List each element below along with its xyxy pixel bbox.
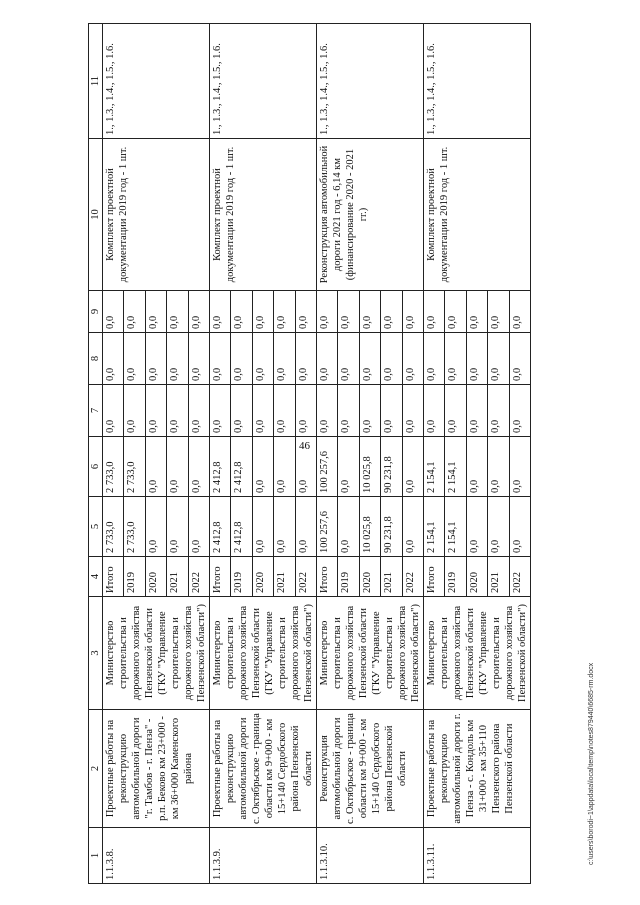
value-cell: 0,0 <box>252 291 273 333</box>
value-cell: 0,0 <box>338 385 359 437</box>
column-number-11: 11 <box>89 24 103 139</box>
item-executor: Министерство строительства и дорожного хозяйства Пензенской области (ГКУ "Управление строительства и дорожного хозяйства Пензенской области") <box>317 597 424 710</box>
year-label: 2021 <box>167 557 188 597</box>
value-cell: 100 257,6 <box>317 437 338 497</box>
value-cell: 0,0 <box>338 437 359 497</box>
item-indicators: 1., 1.3., 1.4., 1.5., 1.6. <box>103 24 210 139</box>
value-cell: 0,0 <box>466 385 487 437</box>
value-cell: 0,0 <box>488 437 509 497</box>
value-cell: 0,0 <box>167 437 188 497</box>
table-row <box>103 24 124 884</box>
value-cell: 0,0 <box>381 291 402 333</box>
value-cell: 0,0 <box>188 333 209 385</box>
value-cell: 0,0 <box>210 291 231 333</box>
value-cell: 0,0 <box>145 333 166 385</box>
value-cell: 0,0 <box>488 497 509 557</box>
year-label: 2020 <box>145 557 166 597</box>
value-cell: 0,0 <box>231 385 252 437</box>
value-cell: 0,0 <box>402 497 423 557</box>
table-body <box>89 24 531 884</box>
year-label: 2022 <box>295 557 316 597</box>
value-cell: 0,0 <box>445 333 466 385</box>
value-cell: 0,0 <box>188 497 209 557</box>
item-result: Комплект проектной документации 2019 год - 1 шт. <box>210 139 317 291</box>
value-cell: 2 733,0 <box>103 437 124 497</box>
value-cell: 0,0 <box>274 385 295 437</box>
value-cell: 0,0 <box>145 437 166 497</box>
value-cell: 0,0 <box>466 437 487 497</box>
value-cell: 90 231,8 <box>381 437 402 497</box>
value-cell: 0,0 <box>167 291 188 333</box>
table-row <box>424 24 445 884</box>
year-label: 2019 <box>338 557 359 597</box>
value-cell: 0,0 <box>338 497 359 557</box>
value-cell: 0,0 <box>359 385 380 437</box>
value-cell: 0,0 <box>402 385 423 437</box>
year-label: 2020 <box>466 557 487 597</box>
year-label: Итого <box>317 557 338 597</box>
column-number-7: 7 <box>89 385 103 437</box>
value-cell: 0,0 <box>317 291 338 333</box>
year-label: 2022 <box>509 557 530 597</box>
value-cell: 0,0 <box>295 385 316 437</box>
value-cell: 90 231,8 <box>381 497 402 557</box>
item-indicators: 1., 1.3., 1.4., 1.5., 1.6. <box>424 24 531 139</box>
item-name: Проектные работы на реконструкцию автомобильной дороги "г. Тамбов - г. Пенза" - р.п. Беково км 23+000 - км 36+000 Каменского района <box>103 710 210 828</box>
item-id: 1.1.3.9. <box>210 828 317 884</box>
value-cell: 0,0 <box>124 291 145 333</box>
value-cell: 0,0 <box>231 333 252 385</box>
year-label: 2019 <box>231 557 252 597</box>
value-cell: 0,0 <box>252 385 273 437</box>
value-cell: 0,0 <box>167 385 188 437</box>
value-cell: 0,0 <box>381 333 402 385</box>
value-cell: 0,0 <box>509 333 530 385</box>
value-cell: 0,0 <box>488 333 509 385</box>
value-cell: 0,0 <box>210 385 231 437</box>
value-cell: 0,0 <box>424 291 445 333</box>
year-label: 2020 <box>359 557 380 597</box>
item-result: Реконструкция автомобильной дороги 2021 год - 6,14 км (финансирование 2020 - 2021 гг.) <box>317 139 424 291</box>
value-cell: 0,0 <box>424 385 445 437</box>
item-result: Комплект проектной документации 2019 год - 1 шт. <box>424 139 531 291</box>
value-cell: 0,0 <box>167 497 188 557</box>
value-cell: 2 733,0 <box>103 497 124 557</box>
value-cell: 100 257,6 <box>317 497 338 557</box>
value-cell: 0,0 <box>252 333 273 385</box>
value-cell: 0,0 <box>338 333 359 385</box>
value-cell: 0,0 <box>381 385 402 437</box>
value-cell: 0,0 <box>424 333 445 385</box>
year-label: 2019 <box>124 557 145 597</box>
value-cell: 0,0 <box>317 385 338 437</box>
value-cell: 2 412,8 <box>210 497 231 557</box>
year-label: 2021 <box>274 557 295 597</box>
value-cell: 0,0 <box>295 437 316 497</box>
item-name: Проектные работы на реконструкцию автомобильной дороги с. Октябрьское - граница области км 9+000 - км 15+140 Сердобского района Пензенской области <box>210 710 317 828</box>
item-executor: Министерство строительства и дорожного хозяйства Пензенской области (ГКУ "Управление строительства и дорожного хозяйства Пензенской области") <box>210 597 317 710</box>
item-id: 1.1.3.11. <box>424 828 531 884</box>
value-cell: 0,0 <box>188 385 209 437</box>
table-row <box>210 24 231 884</box>
year-label: Итого <box>424 557 445 597</box>
value-cell: 10 025,8 <box>359 497 380 557</box>
item-name: Проектные работы на реконструкцию автомобильной дороги г. Пенза - с. Кондоль км 31+000 - км 35+110 Пензенского района Пензенской области <box>424 710 531 828</box>
value-cell: 0,0 <box>509 497 530 557</box>
item-id: 1.1.3.8. <box>103 828 210 884</box>
value-cell: 0,0 <box>274 497 295 557</box>
program-table <box>88 23 531 884</box>
item-executor: Министерство строительства и дорожного хозяйства Пензенской области (ГКУ "Управление строительства и дорожного хозяйства Пензенской области") <box>103 597 210 710</box>
value-cell: 0,0 <box>103 333 124 385</box>
value-cell: 0,0 <box>488 291 509 333</box>
value-cell: 10 025,8 <box>359 437 380 497</box>
year-label: Итого <box>210 557 231 597</box>
value-cell: 2 154,1 <box>445 437 466 497</box>
value-cell: 0,0 <box>509 291 530 333</box>
value-cell: 0,0 <box>188 291 209 333</box>
value-cell: 0,0 <box>124 385 145 437</box>
year-label: 2021 <box>381 557 402 597</box>
value-cell: 2 412,8 <box>210 437 231 497</box>
file-path-footer: c:\users\borodi~1\appdata\local\temp\notes879440\6685-rm.docx <box>588 662 595 865</box>
column-number-6: 6 <box>89 437 103 497</box>
value-cell: 0,0 <box>295 333 316 385</box>
column-number-5: 5 <box>89 497 103 557</box>
column-number-1: 1 <box>89 828 103 884</box>
value-cell: 0,0 <box>338 291 359 333</box>
year-label: 2020 <box>252 557 273 597</box>
value-cell: 0,0 <box>274 291 295 333</box>
value-cell: 2 733,0 <box>124 497 145 557</box>
column-number-9: 9 <box>89 291 103 333</box>
rotated-table-area <box>88 24 598 884</box>
value-cell: 2 154,1 <box>445 497 466 557</box>
item-id: 1.1.3.10. <box>317 828 424 884</box>
value-cell: 0,0 <box>210 333 231 385</box>
year-label: Итого <box>103 557 124 597</box>
value-cell: 0,0 <box>359 291 380 333</box>
value-cell: 0,0 <box>231 291 252 333</box>
value-cell: 0,0 <box>295 497 316 557</box>
table-row <box>317 24 338 884</box>
column-number-3: 3 <box>89 597 103 710</box>
value-cell: 0,0 <box>124 333 145 385</box>
value-cell: 0,0 <box>466 497 487 557</box>
value-cell: 0,0 <box>274 333 295 385</box>
column-number-8: 8 <box>89 333 103 385</box>
value-cell: 0,0 <box>402 291 423 333</box>
value-cell: 2 412,8 <box>231 437 252 497</box>
column-number-4: 4 <box>89 557 103 597</box>
column-number-2: 2 <box>89 710 103 828</box>
value-cell: 0,0 <box>466 333 487 385</box>
value-cell: 2 733,0 <box>124 437 145 497</box>
value-cell: 0,0 <box>402 437 423 497</box>
value-cell: 2 412,8 <box>231 497 252 557</box>
value-cell: 0,0 <box>488 385 509 437</box>
column-number-10: 10 <box>89 139 103 291</box>
value-cell: 0,0 <box>167 333 188 385</box>
value-cell: 0,0 <box>252 437 273 497</box>
value-cell: 0,0 <box>509 385 530 437</box>
value-cell: 0,0 <box>145 497 166 557</box>
value-cell: 0,0 <box>317 333 338 385</box>
item-name: Реконструкция автомобильной дороги с. Октябрьское - граница области км 9+000 - км 15+140 Сердобского района Пензенской области <box>317 710 424 828</box>
page-number: 46 <box>299 440 310 452</box>
value-cell: 0,0 <box>359 333 380 385</box>
value-cell: 0,0 <box>509 437 530 497</box>
value-cell: 0,0 <box>103 385 124 437</box>
column-number-row <box>89 24 103 884</box>
year-label: 2019 <box>445 557 466 597</box>
item-result: Комплект проектной документации 2019 год - 1 шт. <box>103 139 210 291</box>
year-label: 2021 <box>488 557 509 597</box>
value-cell: 2 154,1 <box>424 497 445 557</box>
value-cell: 0,0 <box>145 291 166 333</box>
value-cell: 0,0 <box>252 497 273 557</box>
value-cell: 2 154,1 <box>424 437 445 497</box>
year-label: 2022 <box>402 557 423 597</box>
value-cell: 0,0 <box>274 437 295 497</box>
year-label: 2022 <box>188 557 209 597</box>
value-cell: 0,0 <box>445 291 466 333</box>
value-cell: 0,0 <box>295 291 316 333</box>
value-cell: 0,0 <box>103 291 124 333</box>
value-cell: 0,0 <box>402 333 423 385</box>
value-cell: 0,0 <box>188 437 209 497</box>
value-cell: 0,0 <box>466 291 487 333</box>
value-cell: 0,0 <box>445 385 466 437</box>
value-cell: 0,0 <box>145 385 166 437</box>
item-indicators: 1., 1.3., 1.4., 1.5., 1.6. <box>210 24 317 139</box>
item-executor: Министерство строительства и дорожного хозяйства Пензенской области (ГКУ "Управление строительства и дорожного хозяйства Пензенской области") <box>424 597 531 710</box>
item-indicators: 1., 1.3., 1.4., 1.5., 1.6. <box>317 24 424 139</box>
